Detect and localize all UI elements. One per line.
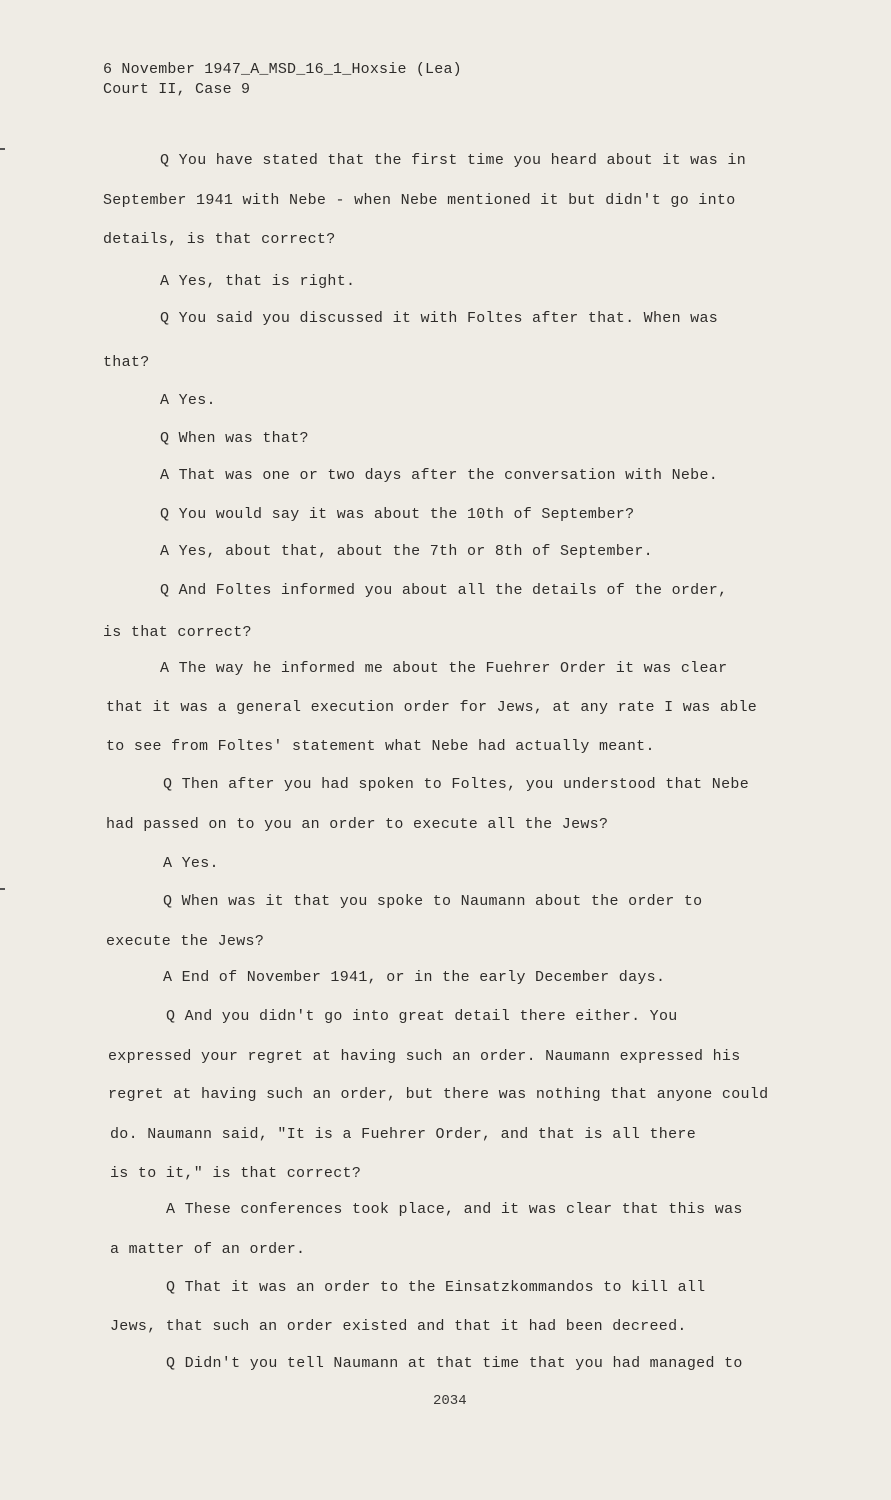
transcript-line: Jews, that such an order existed and that it had been decreed. [110, 1318, 687, 1335]
transcript-line: Q You have stated that the first time you heard about it was in [160, 152, 746, 169]
transcript-line: regret at having such an order, but there was nothing that anyone could [108, 1086, 769, 1103]
transcript-line: expressed your regret at having such an order. Naumann expressed his [108, 1048, 741, 1065]
edge-mark [0, 148, 5, 150]
transcript-line: details, is that correct? [103, 231, 336, 248]
transcript-line: A The way he informed me about the Fuehrer Order it was clear [160, 660, 728, 677]
transcript-line: Q When was it that you spoke to Naumann about the order to [163, 893, 703, 910]
transcript-line: A End of November 1941, or in the early December days. [163, 969, 666, 986]
transcript-line: A Yes, that is right. [160, 273, 356, 290]
transcript-line: is to it," is that correct? [110, 1165, 362, 1182]
transcript-line: Q That it was an order to the Einsatzkommandos to kill all [166, 1279, 706, 1296]
transcript-line: A That was one or two days after the conversation with Nebe. [160, 467, 719, 484]
header-date-line: 6 November 1947_A_MSD_16_1_Hoxsie (Lea) [103, 61, 462, 78]
transcript-line: Q You would say it was about the 10th of September? [160, 506, 635, 523]
transcript-line: Q And you didn't go into great detail there either. You [166, 1008, 678, 1025]
transcript-line: that? [103, 354, 150, 371]
transcript-line: Q When was that? [160, 430, 309, 447]
transcript-line: A Yes, about that, about the 7th or 8th of September. [160, 543, 653, 560]
transcript-line: A These conferences took place, and it was clear that this was [166, 1201, 743, 1218]
transcript-line: do. Naumann said, "It is a Fuehrer Order, and that is all there [110, 1126, 696, 1143]
transcript-line: Q And Foltes informed you about all the details of the order, [160, 582, 728, 599]
transcript-line: to see from Foltes' statement what Nebe had actually meant. [106, 738, 655, 755]
edge-mark [0, 888, 5, 890]
transcript-line: A Yes. [163, 855, 219, 872]
page-number: 2034 [433, 1393, 467, 1409]
transcript-line: that it was a general execution order for Jews, at any rate I was able [106, 699, 758, 716]
transcript-line: is that correct? [103, 624, 252, 641]
header-court-line: Court II, Case 9 [103, 81, 251, 98]
transcript-line: September 1941 with Nebe - when Nebe mentioned it but didn't go into [103, 192, 736, 209]
transcript-line: A Yes. [160, 392, 216, 409]
transcript-line: Q Then after you had spoken to Foltes, you understood that Nebe [163, 776, 749, 793]
transcript-line: Q Didn't you tell Naumann at that time that you had managed to [166, 1355, 743, 1372]
transcript-line: had passed on to you an order to execute all the Jews? [106, 816, 609, 833]
transcript-line: a matter of an order. [110, 1241, 306, 1258]
document-header [103, 60, 462, 100]
transcript-line: Q You said you discussed it with Foltes after that. When was [160, 310, 719, 327]
transcript-line: execute the Jews? [106, 933, 265, 950]
